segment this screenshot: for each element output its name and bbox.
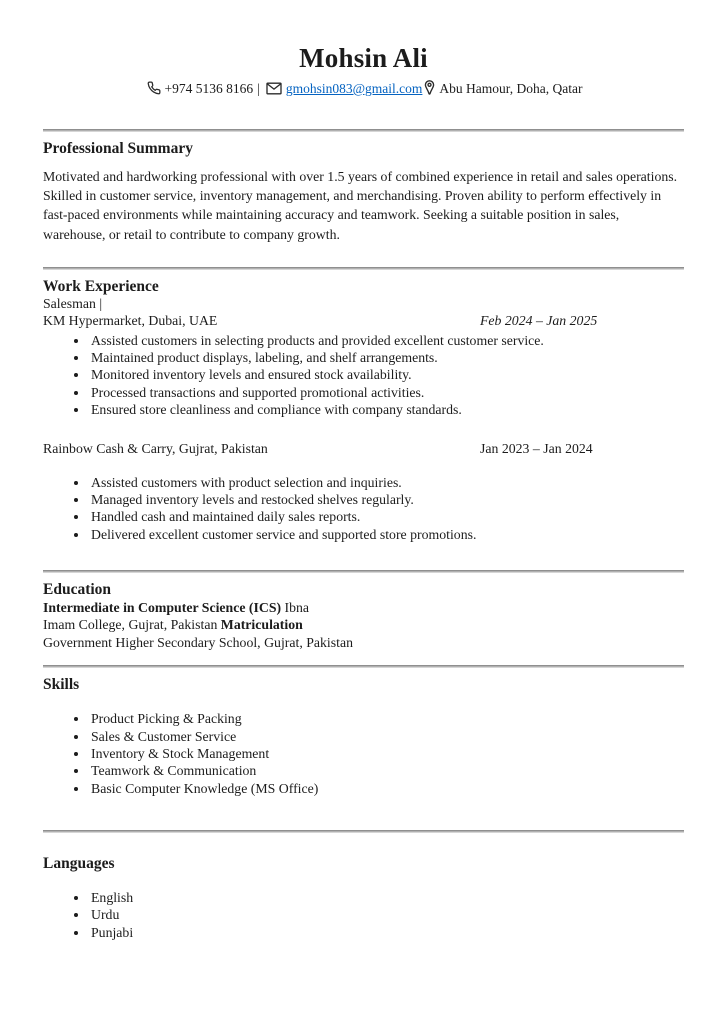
person-name: Mohsin Ali bbox=[299, 43, 428, 73]
list-item: • Processed transactions and supported promotional activities. bbox=[89, 384, 684, 401]
matriculation-label: Matriculation bbox=[220, 617, 303, 633]
list-item: • Monitored inventory levels and ensured stock availability. bbox=[89, 366, 684, 383]
list-item: • Assisted customers in selecting products and provided excellent customer service. bbox=[89, 332, 684, 349]
job-company-row bbox=[43, 312, 684, 330]
resume-content bbox=[43, 0, 684, 941]
job-bullet-list bbox=[43, 332, 684, 418]
list-item: • Managed inventory levels and restocked shelves regularly. bbox=[89, 491, 684, 508]
work-experience-heading: Work Experience bbox=[43, 277, 159, 295]
section-divider bbox=[43, 267, 684, 270]
summary-heading: Professional Summary bbox=[43, 140, 193, 157]
college-name: Imam College, Gujrat, Pakistan bbox=[43, 617, 221, 633]
languages-list bbox=[43, 889, 684, 941]
job-title: Salesman | bbox=[43, 295, 103, 311]
job-company: Rainbow Cash & Carry, Gujrat, Pakistan bbox=[43, 441, 268, 457]
list-item: • Sales & Customer Service bbox=[89, 728, 684, 745]
education-heading: Education bbox=[43, 580, 112, 598]
job-company: KM Hypermarket, Dubai, UAE bbox=[43, 313, 218, 329]
skills-list bbox=[43, 710, 684, 796]
education-line: Government Higher Secondary School, Gujrat, Pakistan bbox=[43, 634, 353, 650]
list-item: • Teamwork & Communication bbox=[89, 762, 684, 779]
list-item: • Ensured store cleanliness and compliance with company standards. bbox=[89, 401, 684, 418]
list-item: • Handled cash and maintained daily sales reports. bbox=[89, 508, 684, 525]
section-divider bbox=[43, 830, 684, 833]
degree-suffix: Ibna bbox=[281, 599, 310, 615]
list-item: • Inventory & Stock Management bbox=[89, 745, 684, 762]
list-item: • Product Picking & Packing bbox=[89, 710, 684, 727]
list-item: • Assisted customers with product selection and inquiries. bbox=[89, 474, 684, 491]
summary-text: Motivated and hardworking professional with over 1.5 years of combined experience in retail and sales operations. Skilled in customer service, inventory management, and merchandising. Proven ability to perform effectively in fast-paced environments while maintaining accuracy and teamwork. Seeking a suitable position in sales, warehouse, or retail to contribute to company growth. bbox=[43, 169, 678, 242]
job-dates: Jan 2023 – Jan 2024 bbox=[480, 441, 593, 457]
job-company-row bbox=[43, 440, 684, 458]
list-item: • Basic Computer Knowledge (MS Office) bbox=[89, 780, 684, 797]
job-dates: Feb 2024 – Jan 2025 bbox=[480, 313, 598, 329]
contact-line bbox=[43, 79, 684, 100]
location-pin-icon bbox=[424, 80, 435, 100]
contact-phone: +974 5136 8166 bbox=[164, 81, 254, 96]
phone-icon bbox=[147, 81, 161, 100]
skills-heading: Skills bbox=[43, 676, 80, 694]
education-line bbox=[43, 599, 684, 617]
section-divider bbox=[43, 570, 684, 573]
degree-name: Intermediate in Computer Science (ICS) bbox=[43, 599, 282, 615]
contact-location: Abu Hamour, Doha, Qatar bbox=[439, 81, 583, 96]
education-line bbox=[43, 616, 684, 634]
contact-separator: | bbox=[257, 81, 260, 96]
languages-heading: Languages bbox=[43, 854, 115, 872]
list-item: • Punjabi bbox=[89, 924, 684, 941]
job-bullet-list bbox=[43, 474, 684, 543]
education-lines bbox=[43, 599, 684, 652]
list-item: • Urdu bbox=[89, 906, 684, 923]
email-link[interactable]: gmohsin083@gmail.com bbox=[285, 81, 423, 96]
section-divider bbox=[43, 665, 684, 668]
list-item: • Delivered excellent customer service and supported store promotions. bbox=[89, 526, 684, 543]
envelope-icon bbox=[266, 81, 282, 100]
section-divider bbox=[43, 129, 684, 132]
list-item: • Maintained product displays, labeling, and shelf arrangements. bbox=[89, 349, 684, 366]
list-item: • English bbox=[89, 889, 684, 906]
